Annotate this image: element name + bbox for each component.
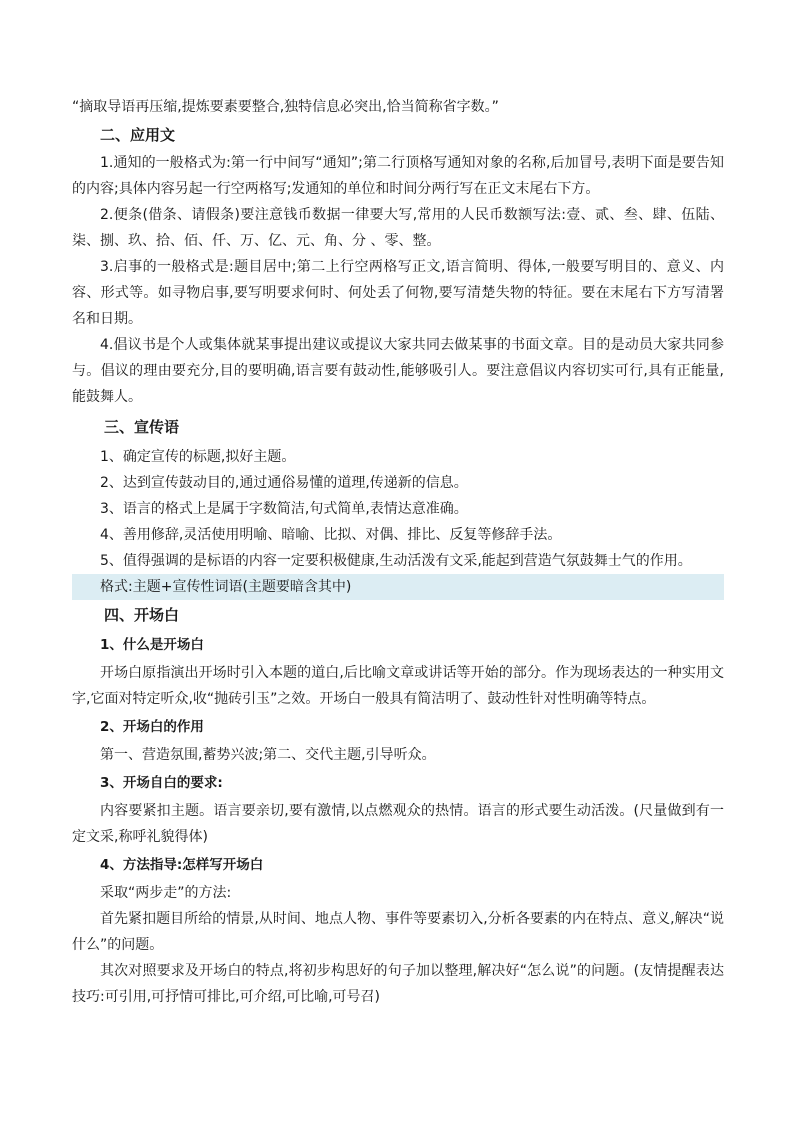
document-body (72, 0, 724, 1010)
slogan-item-2: 2、达到宣传鼓动目的,通过通俗易懂的道理,传递新的信息。 (100, 475, 468, 491)
slogan-format-note: 格式:主题+宣传性词语(主题要暗含其中) (72, 574, 724, 600)
paragraph-step-two: 其次对照要求及开场白的特点,将初步构思好的句子加以整理,解决好“怎么说”的问题。(友情提醒表达技巧:可引用,可抒情可排比,可介绍,可比喻,可号召) (72, 963, 724, 1005)
paragraph-definition: 开场白原指演出开场时引入本题的道白,后比喻文章或讲话等开始的部分。作为现场表达的一种实用文字,它面对特定听众,收“抛砖引玉”之效。开场白一般具有简洁明了、鼓动性针对性明确等特点。 (72, 665, 724, 707)
paragraph-requirements: 内容要紧扣主题。语言要亲切,要有激情,以点燃观众的热情。语言的形式要生动活泼。(尺量做到有一定文采,称呼礼貌得体) (72, 803, 724, 845)
paragraph-notice-format: 1.通知的一般格式为:第一行中间写“通知”;第二行顶格写通知对象的名称,后加冒号,表明下面是要告知的内容;具体内容另起一行空两格写;发通知的单位和时间分两行写在正文末尾右下方。 (72, 155, 724, 197)
slogan-item-4: 4、善用修辞,灵活使用明喻、暗喻、比拟、对偶、排比、反复等修辞手法。 (100, 527, 562, 543)
paragraph-proposal-format: 4.倡议书是个人或集体就某事提出建议或提议大家共同去做某事的书面文章。目的是动员大家共同参与。倡议的理由要充分,目的要明确,语言要有鼓动性,能够吸引人。要注意倡议内容切实可行,具有正能量,能鼓舞人。 (72, 337, 724, 405)
paragraph-note-format: 2.便条(借条、请假条)要注意钱币数据一律要大写,常用的人民币数额写法:壹、贰、叁、肆、伍陆、柒、捌、玖、拾、佰、仟、万、亿、元、角、分 、零、整。 (72, 207, 724, 249)
paragraph-two-steps: 采取“两步走”的方法: (100, 885, 232, 901)
heading-slogans: 三、宣传语 (104, 418, 180, 436)
subheading-method: 4、方法指导:怎样写开场白 (100, 857, 264, 873)
subheading-requirements: 3、开场自白的要求: (100, 775, 223, 791)
subheading-what-is: 1、什么是开场白 (100, 637, 204, 653)
paragraph-step-one: 首先紧扣题目所给的情景,从时间、地点人物、事件等要素切入,分析各要素的内在特点、意义,解决“说什么”的问题。 (72, 911, 724, 953)
paragraph-function: 第一、营造氛围,蓄势兴波;第二、交代主题,引导听众。 (100, 747, 436, 763)
slogan-item-5: 5、值得强调的是标语的内容一定要积极健康,生动活泼有文采,能起到营造气氛鼓舞士气的作用。 (100, 553, 692, 569)
paragraph-announcement-format: 3.启事的一般格式是:题目居中;第二上行空两格写正文,语言简明、得体,一般要写明目的、意义、内容、形式等。如寻物启事,要写明要求何时、何处丢了何物,要写清楚失物的特征。要在末尾右下方写清署名和日期。 (72, 259, 724, 327)
slogan-item-3: 3、语言的格式上是属于字数简洁,句式简单,表情达意准确。 (100, 501, 468, 517)
heading-opening-remarks: 四、开场白 (104, 606, 180, 624)
summary-quote: “摘取导语再压缩,提炼要素要整合,独特信息必突出,恰当简称省字数。” (72, 99, 499, 115)
slogan-item-1: 1、确定宣传的标题,拟好主题。 (100, 449, 296, 465)
heading-practical-writing: 二、应用文 (100, 126, 176, 144)
subheading-function: 2、开场白的作用 (100, 719, 204, 735)
